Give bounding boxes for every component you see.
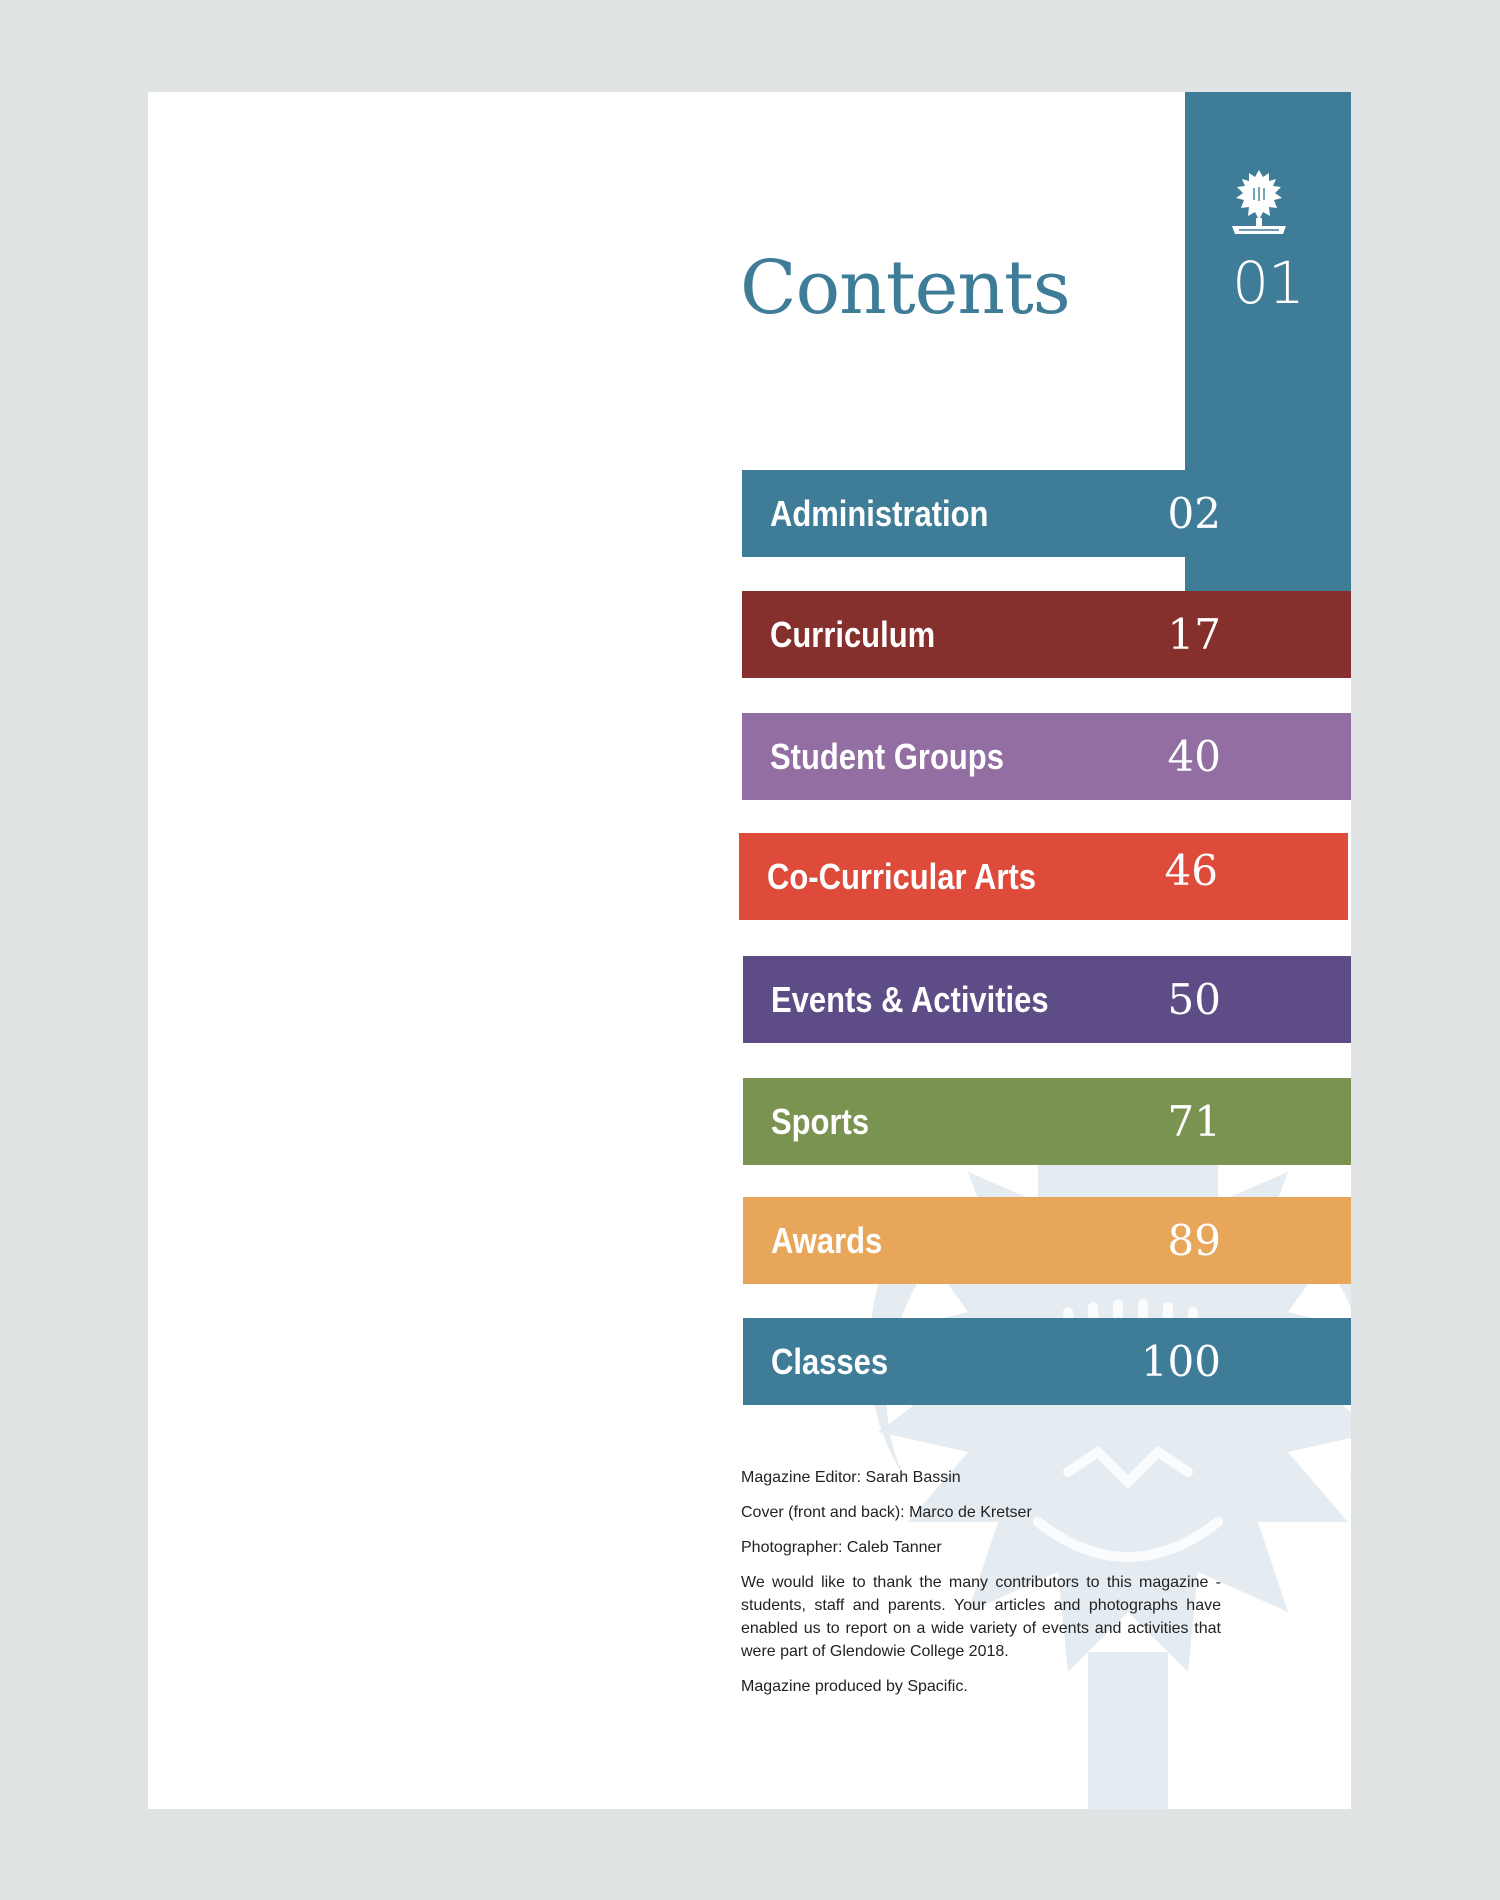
toc-item-events-activities[interactable]	[743, 956, 1351, 1043]
toc-item-co-curricular-arts[interactable]	[739, 833, 1348, 920]
credit-photographer: Photographer: Caleb Tanner	[741, 1539, 942, 1556]
toc-item-page: 46	[1164, 846, 1218, 895]
credit-production: Magazine produced by Spacific.	[741, 1678, 968, 1695]
toc-item-curriculum[interactable]	[742, 591, 1351, 678]
toc-item-classes[interactable]	[743, 1318, 1351, 1405]
toc-item-page: 89	[1167, 1216, 1221, 1265]
toc-item-label: Student Groups	[770, 736, 1004, 777]
magazine-page	[148, 92, 1351, 1809]
toc-item-page: 17	[1167, 610, 1221, 659]
page-number: 01	[1232, 249, 1304, 317]
toc-item-page: 71	[1167, 1097, 1221, 1146]
school-crest-icon	[1229, 168, 1289, 246]
credit-editor: Magazine Editor: Sarah Bassin	[741, 1469, 961, 1486]
credit-thanks: We would like to thank the many contributors to this magazine - students, staff and parents. Your articles and photographs have enabled us to report on a wide variety of events and activities that were part of Glendowie College 2018.	[741, 1574, 1221, 1660]
toc-item-page: 50	[1167, 975, 1221, 1024]
toc-item-administration[interactable]	[742, 470, 1351, 557]
toc-item-label: Administration	[770, 493, 989, 534]
toc-item-label: Co-Curricular Arts	[767, 856, 1036, 897]
toc-item-student-groups[interactable]	[742, 713, 1351, 800]
toc-item-label: Curriculum	[770, 614, 936, 655]
toc-item-label: Classes	[771, 1341, 889, 1382]
credit-cover: Cover (front and back): Marco de Kretser	[741, 1504, 1032, 1521]
toc-item-sports[interactable]	[743, 1078, 1351, 1165]
credits	[741, 1466, 1221, 1710]
toc-item-page: 100	[1140, 1337, 1221, 1386]
toc-item-awards[interactable]	[743, 1197, 1351, 1284]
toc-item-label: Awards	[771, 1220, 883, 1261]
page-title: Contents	[740, 245, 1070, 331]
toc-item-page: 40	[1167, 732, 1221, 781]
toc-item-label: Events & Activities	[771, 979, 1049, 1020]
toc-item-label: Sports	[771, 1101, 870, 1142]
toc-item-page: 02	[1167, 489, 1221, 538]
